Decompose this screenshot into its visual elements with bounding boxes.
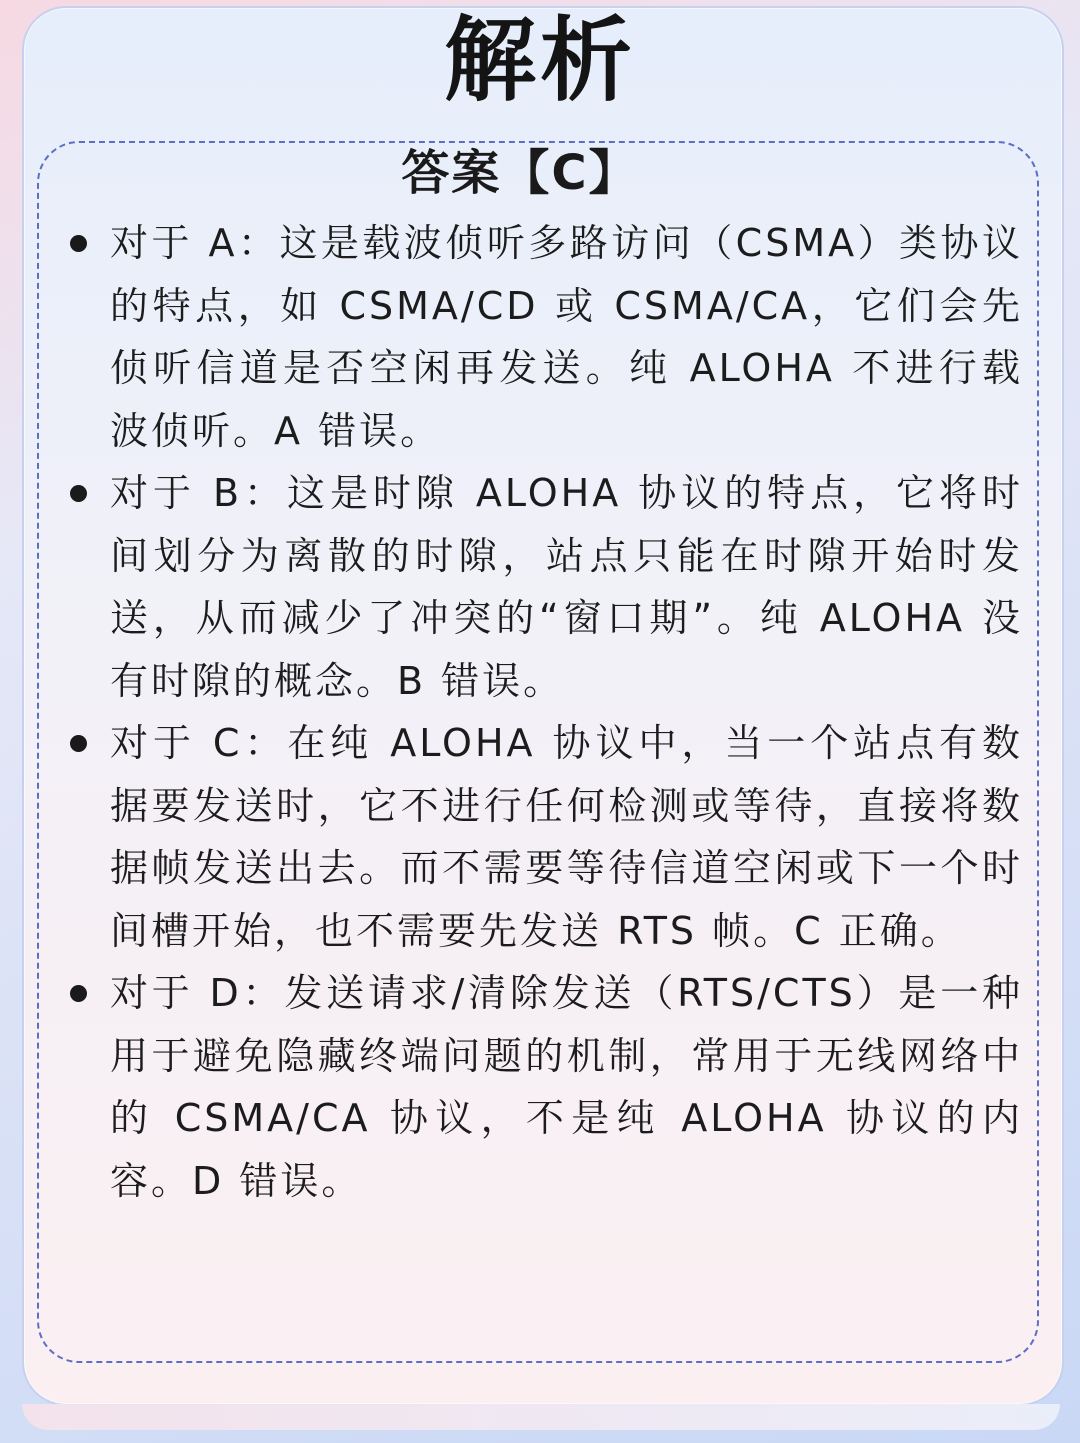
explanation-text-b: 对于 B：这是时隙 ALOHA 协议的特点，它将时间划分为离散的时隙，站点只能在时隙开始时发送，从而减少了冲突的“窗口期”。纯 ALOHA 没有时隙的概念。B 错误。 bbox=[110, 471, 1023, 703]
explanation-text-a: 对于 A：这是载波侦听多路访问（CSMA）类协议的特点，如 CSMA/CD 或 CSMA/CA，它们会先侦听信道是否空闲再发送。纯 ALOHA 不进行载波侦听。A 错误。 bbox=[110, 221, 1023, 453]
bottom-ribbon bbox=[22, 1404, 1060, 1430]
bullet-icon bbox=[70, 485, 87, 502]
explanation-item-a bbox=[68, 212, 1023, 462]
bullet-icon bbox=[70, 235, 87, 252]
page-title: 解析 bbox=[443, 7, 636, 114]
bullet-icon bbox=[70, 985, 87, 1002]
explanation-item-d bbox=[68, 962, 1023, 1212]
explanation-item-b bbox=[68, 462, 1023, 712]
bullet-icon bbox=[70, 735, 87, 752]
explanation-text-d: 对于 D：发送请求/清除发送（RTS/CTS）是一种用于避免隐藏终端问题的机制，常用于无线网络中的 CSMA/CA 协议，不是纯 ALOHA 协议的内容。D 错误。 bbox=[110, 971, 1023, 1203]
explanation-list bbox=[68, 212, 1023, 1212]
answer-heading: 答案【C】 bbox=[401, 145, 639, 201]
explanation-item-c bbox=[68, 712, 1023, 962]
explanation-text-c: 对于 C：在纯 ALOHA 协议中，当一个站点有数据要发送时，它不进行任何检测或等待，直接将数据帧发送出去。而不需要等待信道空闲或下一个时间槽开始，也不需要先发送 RTS 帧。C 正确。 bbox=[110, 721, 1023, 953]
